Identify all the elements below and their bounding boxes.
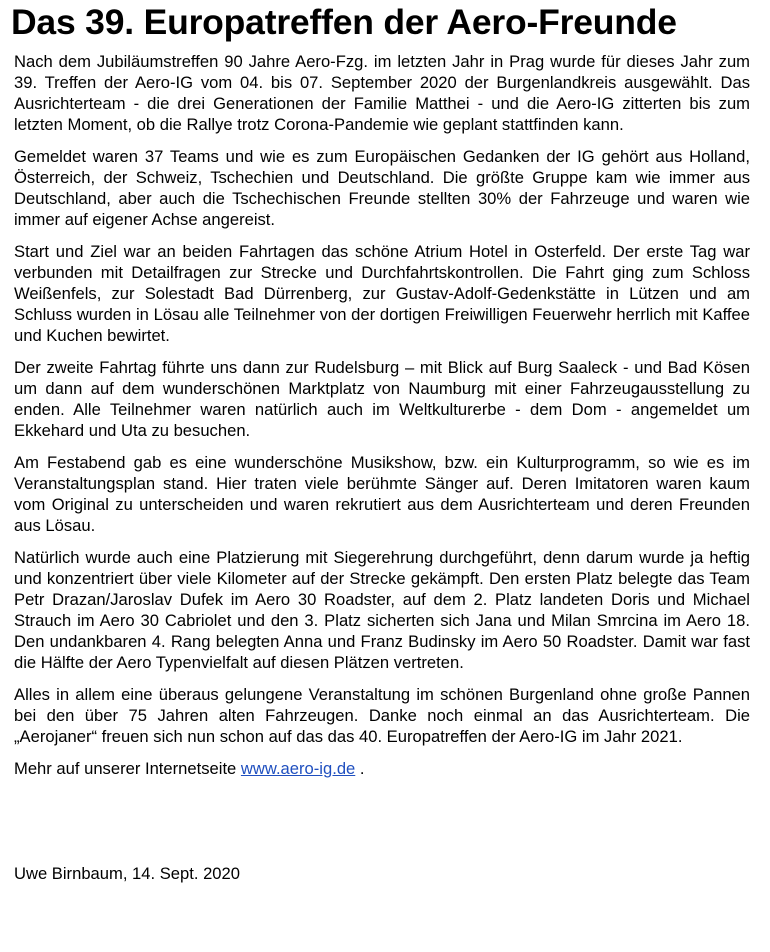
author-signature: Uwe Birnbaum, 14. Sept. 2020 [14, 864, 240, 883]
paragraph-intro: Nach dem Jubiläumstreffen 90 Jahre Aero-Fzg. im letzten Jahr in Prag wurde für dieses Jahr zum 39. Treffen der Aero-IG vom 04. bis 07. September 2020 der Burgenlandkreis ausgewählt. Das Ausrichterteam - die drei Generationen der Familie Matthei - und die Aero-IG zitterten bis zum letzten Moment, ob die Rallye trotz Corona-Pandemie wie geplant stattfinden kann. [14, 52, 750, 134]
more-info-suffix: . [355, 759, 365, 778]
paragraph-day-one: Start und Ziel war an beiden Fahrtagen das schöne Atrium Hotel in Osterfeld. Der erste Tag war verbunden mit Detailfragen zur Strecke und Durchfahrtskontrollen. Die Fahrt ging zum Schloss Weißenfels, zur Solestadt Bad Dürrenberg, zur Gustav-Adolf-Gedenkstätte in Lützen und am Schluss wurden in Lösau alle Teilnehmer von der dortigen Freiwilligen Feuerwehr herrlich mit Kaffee und Kuchen bewirtet. [14, 242, 750, 345]
more-info-line [14, 758, 750, 779]
paragraph-conclusion: Alles in allem eine überaus gelungene Veranstaltung im schönen Burgenland ohne große Pannen bei den über 75 Jahren alten Fahrzeugen. Danke noch einmal an das Ausrichterteam. Die „Aerojaner“ freuen sich nun schon auf das das 40. Europatreffen der Aero-IG im Jahr 2021. [14, 685, 750, 746]
paragraph-ranking: Natürlich wurde auch eine Platzierung mit Siegerehrung durchgeführt, denn darum wurde ja heftig und konzentriert über viele Kilometer auf der Strecke gekämpft. Den ersten Platz belegte das Team Petr Drazan/Jaroslav Dufek im Aero 30 Roadster, auf dem 2. Platz landeten Doris und Michael Strauch im Aero 30 Cabriolet und den 3. Platz sicherten sich Jana und Milan Smrcina im Aero 18. Den undankbaren 4. Rang belegten Anna und Franz Budinsky im Aero 50 Roadster. Damit war fast die Hälfte der Aero Typenvielfalt auf diesen Plätzen vertreten. [14, 548, 750, 672]
website-link[interactable]: www.aero-ig.de [240, 759, 356, 778]
article-title: Das 39. Europatreffen der Aero-Freunde [11, 2, 677, 42]
paragraph-teams: Gemeldet waren 37 Teams und wie es zum Europäischen Gedanken der IG gehört aus Holland, Österreich, der Schweiz, Tschechien und Deutschland. Die größte Gruppe kam wie immer aus Deutschland, aber auch die Tschechischen Freunde stellten 30% der Fahrzeuge und waren wie immer auf eigener Achse angereist. [14, 147, 750, 229]
more-info-prefix: Mehr auf unserer Internetseite [14, 759, 241, 778]
article-body [14, 51, 750, 779]
paragraph-day-two: Der zweite Fahrtag führte uns dann zur Rudelsburg – mit Blick auf Burg Saaleck - und Bad Kösen um dann auf dem wunderschönen Marktplatz von Naumburg mit einer Fahrzeugausstellung zu enden. Alle Teilnehmer waren natürlich auch im Weltkulturerbe - dem Dom - angemeldet um Ekkehard und Uta zu besuchen. [14, 358, 750, 440]
paragraph-festabend: Am Festabend gab es eine wunderschöne Musikshow, bzw. ein Kulturprogramm, so wie es im Veranstaltungsplan stand. Hier traten viele berühmte Sänger auf. Deren Imitatoren waren kaum vom Original zu unterscheiden und waren rekrutiert aus dem Ausrichterteam und deren Freunden aus Lösau. [14, 453, 750, 535]
